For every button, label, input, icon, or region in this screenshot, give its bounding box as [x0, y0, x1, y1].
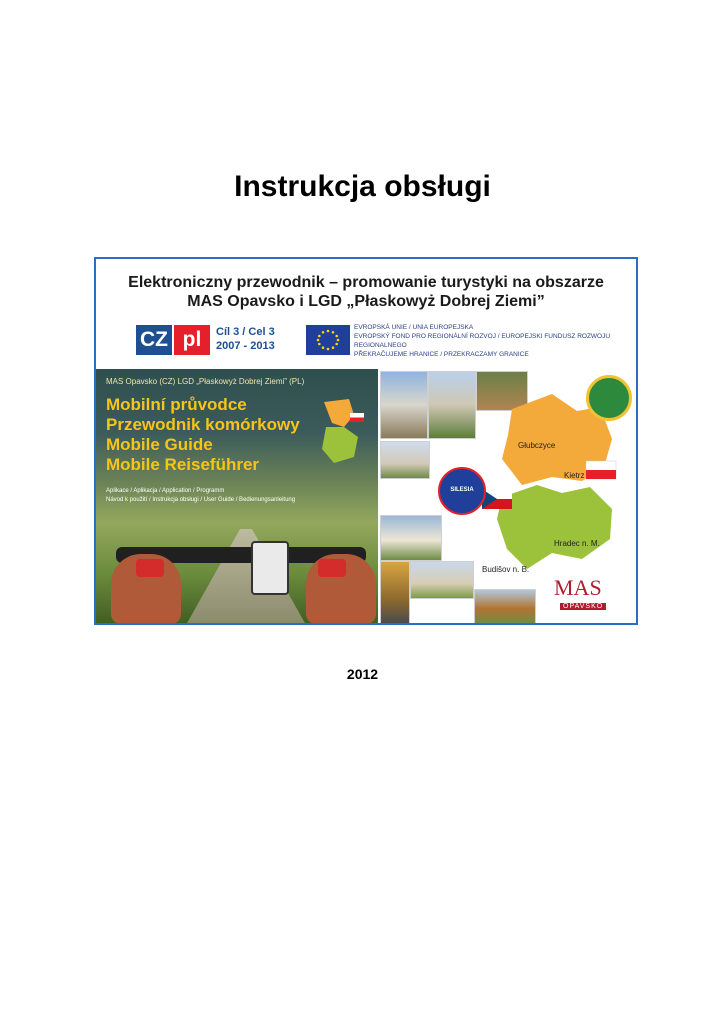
- map-label-glubczyce: Głubczyce: [518, 441, 556, 450]
- document-title: Instrukcja obsługi: [234, 170, 491, 203]
- headline-line-1: Elektroniczny przewodnik – promowanie turystyki na obszarze: [128, 274, 604, 291]
- building-photo: [380, 441, 430, 479]
- mas-logo: MAS: [554, 575, 602, 600]
- silesia-label: SILESIA: [450, 487, 474, 493]
- eu-line-2: EVROPSKÝ FOND PRO REGIONÁLNÍ ROZVOJ / EUROPEJSKI FUNDUSZ ROZWOJU REGIONALNEGO: [354, 333, 611, 349]
- eu-flag-icon: [306, 325, 350, 355]
- mini-map-icon: [314, 397, 370, 467]
- map-label-kietrz: Kietrz: [564, 471, 585, 480]
- castle-photo: [380, 371, 428, 439]
- banner-headline: [96, 273, 636, 311]
- mas-logo-sub: OPAVSKO: [560, 603, 606, 610]
- phone-icon: [251, 541, 289, 595]
- lgd-round-logo: [586, 375, 632, 421]
- church-photo: [428, 371, 476, 439]
- document-year: 2012: [346, 666, 379, 682]
- cover-banner: [94, 257, 638, 625]
- headline-line-2: MAS Opavsko i LGD „Płaskowyż Dobrej Ziemi”: [187, 293, 545, 310]
- cottage-photo: [474, 589, 536, 625]
- app-title-cz: Mobilní průvodce: [106, 395, 247, 414]
- app-title-en: Mobile Guide: [106, 435, 213, 454]
- guide-line-2: Návod k použití / Instrukcja obsługi / User Guide / Bedienungsanleitung: [106, 497, 296, 503]
- pl-label: pl: [174, 325, 210, 355]
- silesia-logo: [438, 467, 486, 515]
- eu-line-3: PŘEKRAČUJEME HRANICE / PRZEKRACZAMY GRANICE: [354, 351, 529, 358]
- eu-funding-text: [354, 323, 636, 359]
- cz-label: CZ: [136, 325, 172, 355]
- region-collage: [378, 369, 636, 625]
- program-line-1: Cíl 3 / Cel 3: [216, 326, 275, 338]
- czpl-logo: [136, 325, 212, 355]
- village-photo: [410, 561, 474, 599]
- manor-photo: [380, 515, 442, 561]
- avenue-photo: [380, 561, 410, 625]
- program-line-2: 2007 - 2013: [216, 340, 275, 352]
- partners-line: MAS Opavsko (CZ) LGD „Płaskowyż Dobrej Ziemi” (PL): [106, 377, 305, 386]
- map-label-budisov: Budišov n. B.: [482, 565, 530, 574]
- cycling-photo: [96, 369, 378, 625]
- guide-text: [106, 487, 295, 505]
- banner-header: [96, 259, 636, 369]
- app-title-de: Mobile Reiseführer: [106, 455, 260, 474]
- app-titles: [106, 395, 300, 475]
- eu-line-1: EVROPSKÁ UNIE / UNIA EUROPEJSKA: [354, 324, 474, 331]
- app-title-pl: Przewodnik komórkowy: [106, 415, 300, 434]
- right-glove-shape: [318, 559, 346, 577]
- guide-line-1: Aplikace / Aplikacja / Application / Programm: [106, 488, 225, 494]
- map-label-hradec: Hradec n. M.: [554, 539, 600, 548]
- left-glove-shape: [136, 559, 164, 577]
- program-label: [216, 325, 275, 353]
